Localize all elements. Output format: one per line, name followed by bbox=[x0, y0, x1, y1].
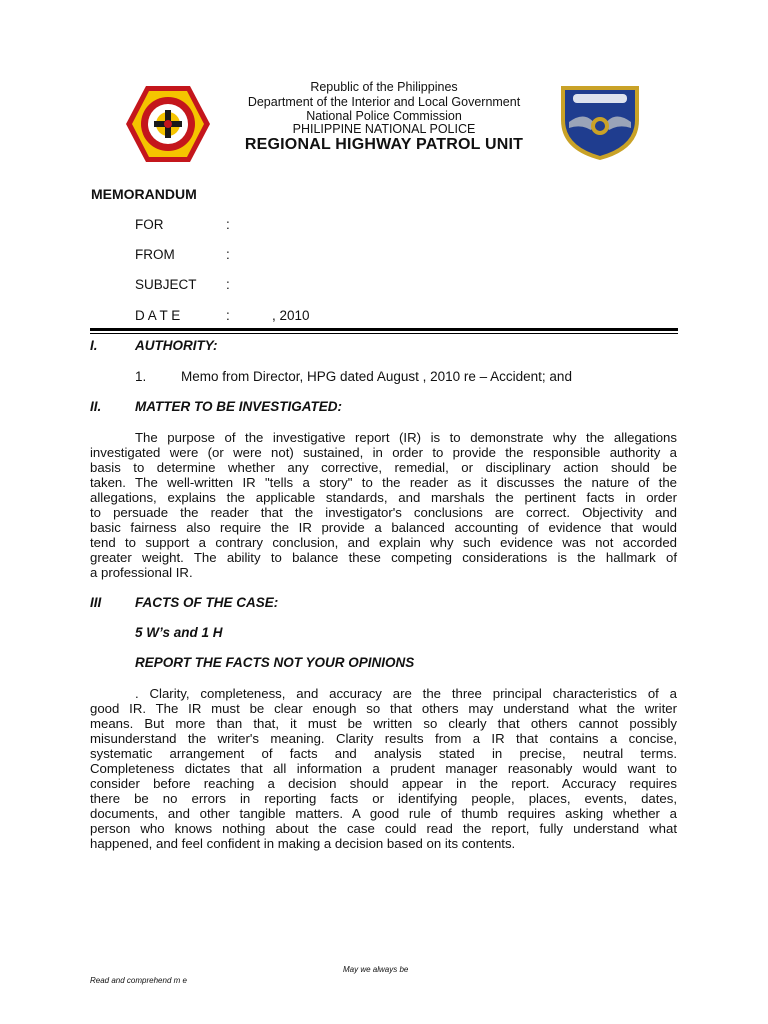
header-line-republic: Republic of the Philippines bbox=[310, 80, 458, 94]
paragraph-line: greater weight. The ability to balance these competing considerations is the hallmark of bbox=[90, 550, 677, 565]
field-from-key: FROM bbox=[135, 247, 175, 262]
header-line-dilg: Department of the Interior and Local Government bbox=[247, 95, 521, 109]
paragraph-line: basic fairness also require the IR provide a balanced accounting of evidence that would bbox=[90, 520, 677, 535]
paragraph-line: happened, and feel confident in making a decision based on its contents. bbox=[90, 836, 516, 851]
field-for-key: FOR bbox=[135, 217, 164, 232]
section-2-paragraph bbox=[90, 430, 677, 580]
field-date-sep: : bbox=[226, 308, 230, 323]
field-date-value: , 2010 bbox=[272, 308, 310, 323]
paragraph-line: consider before reaching a decision should appear in the report. Accuracy requires bbox=[90, 776, 677, 791]
footer-note: Read and comprehend m e bbox=[90, 976, 187, 985]
paragraph-line: . Clarity, completeness, and accuracy are the three principal characteristics of a bbox=[135, 686, 677, 701]
field-from-sep: : bbox=[226, 247, 230, 262]
paragraph-line: person who knows nothing about the case could read the report, fully understand what bbox=[90, 821, 677, 836]
paragraph-line: to persuade the reader that the investigator's conclusions are correct. Objectivity and bbox=[90, 505, 677, 520]
section-3-title: FACTS OF THE CASE: bbox=[135, 595, 279, 610]
header-title: REGIONAL HIGHWAY PATROL UNIT bbox=[244, 136, 524, 153]
paragraph-line: misunderstand the writer's meaning. Clarity results from a IR that contains a concise, bbox=[90, 731, 677, 746]
header-divider-thin bbox=[90, 333, 678, 334]
paragraph-line: means. But more than that, it must be written so clearly that others cannot possibly bbox=[90, 716, 677, 731]
authority-item-text: Memo from Director, HPG dated August , 2010 re – Accident; and bbox=[181, 369, 572, 384]
paragraph-line: a professional IR. bbox=[90, 565, 193, 580]
paragraph-line: taken. The well-written IR "tells a story" to the reader as it discusses the nature of the bbox=[90, 475, 677, 490]
section-3-subheading-5w1h: 5 W’s and 1 H bbox=[135, 625, 223, 640]
paragraph-line: good IR. The IR must be clear enough so that others may understand what the writer bbox=[90, 701, 677, 716]
paragraph-line: there be no errors in reporting facts or identifying people, places, events, dates, bbox=[90, 791, 677, 806]
field-subject-key: SUBJECT bbox=[135, 277, 197, 292]
memorandum-label: MEMORANDUM bbox=[91, 186, 197, 202]
section-1-number: I. bbox=[90, 338, 98, 353]
section-3-subheading-report-facts: REPORT THE FACTS NOT YOUR OPINIONS bbox=[135, 655, 415, 670]
section-1-title: AUTHORITY: bbox=[135, 338, 218, 353]
section-2-title: MATTER TO BE INVESTIGATED: bbox=[135, 399, 343, 414]
authority-item-number: 1. bbox=[135, 369, 147, 384]
paragraph-line: tend to support a contrary conclusion, and explain why such evidence was not accorded bbox=[90, 535, 677, 550]
footer-motto: May we always be bbox=[343, 965, 409, 974]
field-subject-sep: : bbox=[226, 277, 230, 292]
header-line-napolcom: National Police Commission bbox=[306, 109, 462, 123]
paragraph-line: documents, and other tangible matters. A good rule of thumb requires asking whether a bbox=[90, 806, 677, 821]
paragraph-line: basis to determine whether any corrective, remedial, or disciplinary action should be bbox=[90, 460, 677, 475]
paragraph-line: The purpose of the investigative report (IR) is to demonstrate why the allegations bbox=[135, 430, 677, 445]
section-3-number: III bbox=[90, 595, 102, 610]
field-date-key: D A T E bbox=[135, 308, 181, 323]
section-3-paragraph bbox=[90, 686, 677, 851]
header-divider-thick bbox=[90, 328, 678, 331]
paragraph-line: systematic arrangement of facts and analysis stated in precise, neutral terms. bbox=[90, 746, 677, 761]
header-line-pnp: PHILIPPINE NATIONAL POLICE bbox=[292, 122, 476, 136]
paragraph-line: investigated were (or were not) sustained, in order to provide the responsible authority a bbox=[90, 445, 677, 460]
paragraph-line: Completeness dictates that all information a prudent manager reasonably would want to bbox=[90, 761, 677, 776]
paragraph-line: allegations, explains the applicable standards, and marshals the pertinent facts in order bbox=[90, 490, 677, 505]
field-for-sep: : bbox=[226, 217, 230, 232]
section-2-number: II. bbox=[90, 399, 102, 414]
